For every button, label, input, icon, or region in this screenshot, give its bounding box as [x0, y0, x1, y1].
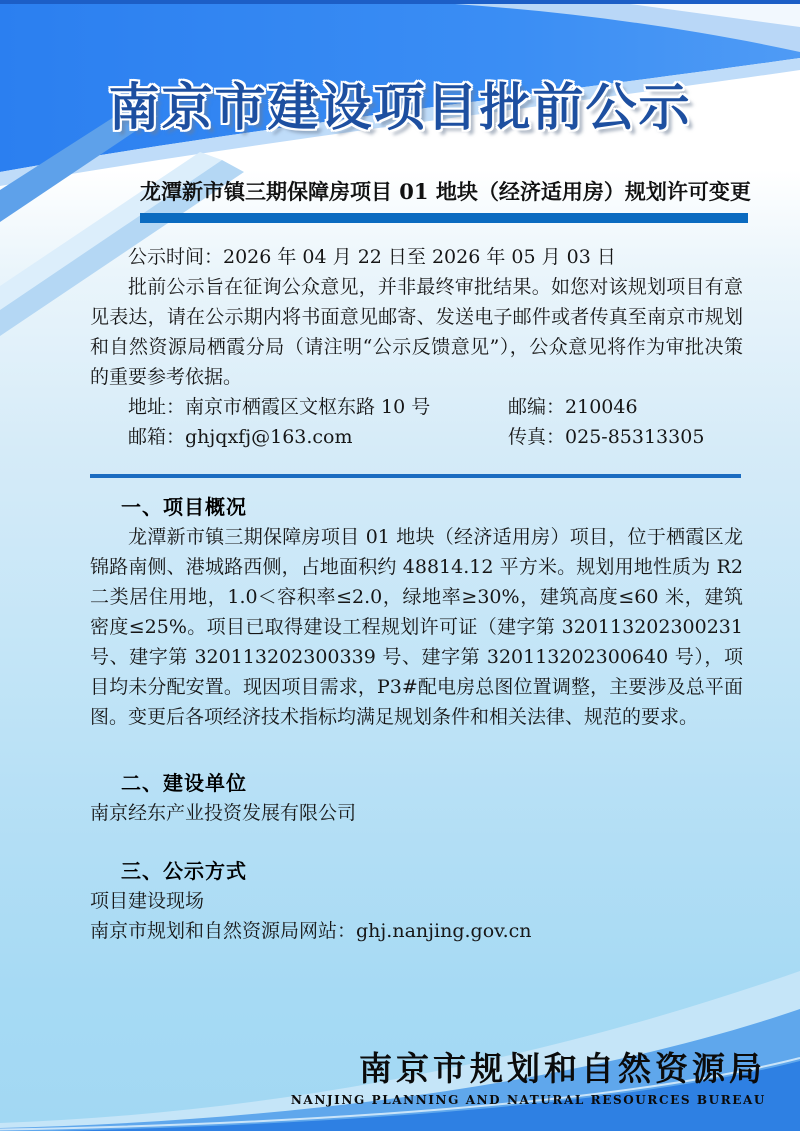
footer-organization [291, 1043, 766, 1107]
method-line-site: 项目建设现场 [90, 890, 205, 912]
address-label: 地址： [128, 396, 186, 418]
builder-name: 南京经东产业投资发展有限公司 [90, 802, 357, 824]
notice-body [90, 242, 743, 946]
contact-row-1 [90, 392, 743, 422]
email-label: 邮箱： [128, 426, 186, 448]
fax-value: 025-85313305 [565, 426, 705, 448]
section-heading-overview: 一、项目概况 [121, 495, 247, 519]
project-subtitle: 龙潭新市镇三期保障房项目 01 地块（经济适用房）规划许可变更 [140, 179, 751, 204]
email-line [90, 422, 480, 452]
fax-label: 传真： [508, 426, 566, 448]
address-line [90, 392, 480, 422]
publicity-period: 公示时间：2026 年 04 月 22 日至 2026 年 05 月 03 日 [128, 246, 616, 268]
postcode-line [480, 392, 743, 422]
postcode-value: 210046 [565, 396, 638, 418]
section-divider-line [90, 474, 741, 478]
email-value: ghjqxfj@163.com [185, 426, 353, 448]
subtitle-block [140, 176, 751, 223]
footer-org-name-cn: 南京市规划和自然资源局 [359, 1049, 766, 1088]
postcode-label: 邮编： [508, 396, 566, 418]
section-heading-builder: 二、建设单位 [121, 771, 247, 795]
overview-paragraph: 龙潭新市镇三期保障房项目 01 地块（经济适用房）项目，位于栖霞区龙锦路南侧、港城路西侧，占地面积约 48814.12 平方米。规划用地性质为 R2 二类居住用地，1.0＜容积率≤2.0，绿地率≥30%，建筑高度≤60 米，建筑密度≤25%。项目已取得建设工程规划许可证（建字第 320113202300231 号、建字第 320113202300339 号、建字第 320113202300640 号），项目均未分配安置。现因项目需求，P3#配电房总图位置调整，主要涉及总平面图。变更后各项经济技术指标均满足规划条件和相关法律、规范的要求。 [90, 526, 743, 728]
fax-line [480, 422, 743, 452]
subtitle-accent-bar [140, 213, 748, 223]
intro-paragraph: 批前公示旨在征询公众意见，并非最终审批结果。如您对该规划项目有意见表达，请在公示期内将书面意见邮寄、发送电子邮件或者传真至南京市规划和自然资源局栖霞分局（请注明“公示反馈意见”），公众意见将作为审批决策的重要参考依据。 [90, 276, 743, 388]
section-heading-method: 三、公示方式 [121, 859, 247, 883]
footer-org-name-en: NANJING PLANNING AND NATURAL RESOURCES BUREAU [290, 1093, 766, 1107]
address-value: 南京市栖霞区文枢东路 10 号 [185, 396, 431, 418]
method-line-website: 南京市规划和自然资源局网站：ghj.nanjing.gov.cn [90, 920, 532, 942]
contact-row-2 [90, 422, 743, 452]
page-title: 南京市建设项目批前公示 [108, 78, 692, 138]
